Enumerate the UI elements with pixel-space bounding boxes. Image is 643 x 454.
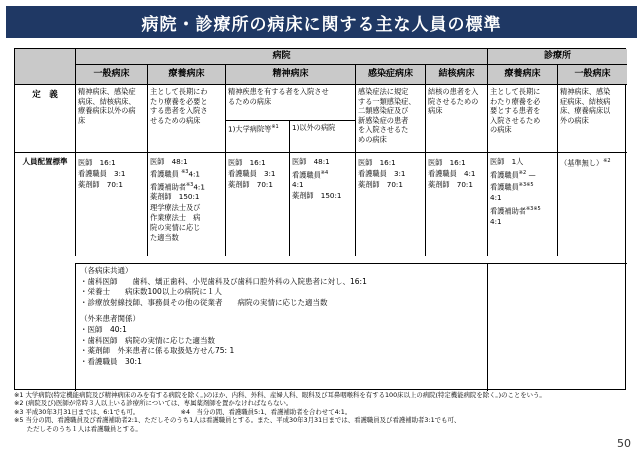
staffing-recuperation: 医師 48:1 看護職員 $^{※3}$4:1 看護補助者$^{※3}$4:1 薬剤師 150:1 理学療法士及び 作業療法士 病 院の実情に応じ た適当数 <box>147 152 225 256</box>
staffing-clinic-general: （基準無し）$^{※2}$ <box>557 152 627 256</box>
psych-sub-university: 1)大学病院等$^{※1}$ <box>225 120 289 152</box>
footnote-3: ※3 平成30年3月31日までは、6:1でも可。 ※4 当分の間、看護職員5:1、看護補助者を合わせて4:1。 <box>14 407 352 416</box>
col-header-general: 一般病床 <box>75 65 147 84</box>
col-header-recuperation: 療養病床 <box>147 65 225 84</box>
staffing-general: 医師 16:1 看護職員 3:1 薬剤師 70:1 <box>75 152 147 256</box>
definition-label: 定 義 <box>15 84 75 152</box>
psych-sub-other: 1)以外の病院 <box>289 120 355 152</box>
col-header-psychiatric: 精神病床 <box>225 65 355 84</box>
definition-general: 精神病床、感染症 病床、結核病床、 療養病床以外の病 床 <box>75 84 147 152</box>
footnote-2: ※2 (病院及び)医師が常時３人以上いる診療所については、専属薬剤師を置かなければならない。 <box>14 399 293 408</box>
staffing-psych-other: 医師 48:1 看護職員$^{※4}$ 4:1 薬剤師 150:1 <box>289 152 355 256</box>
staffing-infectious: 医師 16:1 看護職員 3:1 薬剤師 70:1 <box>355 152 425 256</box>
common-clinic-blank <box>487 263 627 391</box>
staffing-clinic-recuperation: 医師 1人 看護職員$^{※2}$ — 看護職員$^{※3※5}$ 4:1 看護補助者$^{※3※5}$ 4:1 <box>487 152 557 256</box>
col-header-infectious: 感染症病床 <box>355 65 425 84</box>
footnote-1: ※1 大学病院(特定機能病院及び精神病床のみを有する病院を除く。)のほか、内科、外科、産婦人科、眼科及び耳鼻咽喉科を有する100床以上の病院(特定機能病院を除く。)のことをいう。 <box>14 391 546 399</box>
header-hospital: 病院 <box>75 49 487 65</box>
footnote-5-cont: ただしそのうち１人は看護職員とする。 <box>14 424 142 433</box>
definition-psychiatric: 精神疾患を有する者を入院させ るための病床 <box>225 84 355 120</box>
footnotes <box>14 391 614 433</box>
staffing-tuberculosis: 医師 16:1 看護職員 4:1 薬剤師 70:1 <box>425 152 487 256</box>
col-header-clinic-general: 一般病床 <box>557 65 627 84</box>
page-number: 50 <box>617 437 631 450</box>
definition-clinic-general: 精神病床、感染 症病床、結核病 床、療養病床以 外の病床 <box>557 84 627 152</box>
staffing-standards-table <box>14 48 626 390</box>
definition-infectious: 感染症法に規定 する一類感染症、 二類感染症及び 新感染症の患者 を入院させるた めの病床 <box>355 84 425 152</box>
header-blank <box>15 49 75 84</box>
definition-clinic-recuperation: 主として長期に わたり療養を必 要とする患者を 入院させるため の病床 <box>487 84 557 152</box>
staffing-label: 人員配置標準 <box>15 152 75 256</box>
col-header-clinic-recuperation: 療養病床 <box>487 65 557 84</box>
staffing-psych-university: 医師 16:1 看護職員 3:1 薬剤師 70:1 <box>225 152 289 256</box>
definition-tuberculosis: 結核の患者を入 院させるための 病床 <box>425 84 487 152</box>
footnote-5: ※5 当分の間、看護職員及び看護補助者2:1、ただしそのうち1人は看護職員とする。また、平成30年3月31日までは、看護職員及び看護補助者3:1でも可、 <box>14 416 461 425</box>
col-header-tuberculosis: 結核病床 <box>425 65 487 84</box>
header-clinic: 診療所 <box>487 49 627 65</box>
common-section: （各病床共通） ・歯科医師 歯科、矯正歯科、小児歯科及び歯科口腔外科の入院患者に対し、16:1 ・栄養士 病床数100以上の病院に１人 ・診療放射線技師、事務員その他の従業者 病院の実情に応じた適当数 （外来患者関係） ・医師 40:1 ・歯科医師 病院の実情に応じた適当数 ・薬剤師 外来患者に係る取扱処方せん75: 1 ・看護職員 30:1 <box>75 263 487 391</box>
page-title: 病院・診療所の病床に関する主な人員の標準 <box>6 6 637 38</box>
definition-recuperation: 主として長期にわ たり療養を必要と する患者を入院さ せるための病床 <box>147 84 225 152</box>
